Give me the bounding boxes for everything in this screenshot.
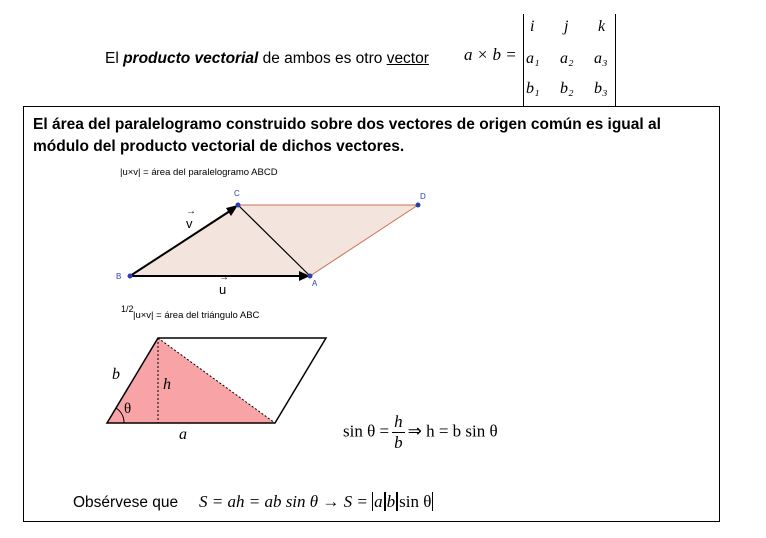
label-c: C: [234, 189, 240, 198]
cross-product-lhs: a × b =: [464, 45, 517, 64]
area-statement: El área del paralelogramo construido sobre dos vectores de origen común es igual al módulo del producto vectorial de dichos vectores.: [33, 116, 661, 155]
point-c: [236, 203, 241, 208]
vector-link[interactable]: vector: [386, 50, 429, 67]
label-base-a: a: [179, 426, 187, 443]
det-j: j: [564, 18, 569, 35]
label-theta: θ: [124, 401, 132, 417]
parallelogram-caption: |u×v| = área del paralelogramo ABCD: [120, 167, 278, 178]
abs-b: b: [386, 492, 396, 511]
det-b1: b₁: [526, 80, 540, 97]
det-a1: a₁: [526, 50, 540, 67]
label-a: A: [312, 279, 318, 288]
label-vec-v: → v: [186, 206, 196, 231]
label-d: D: [420, 192, 426, 201]
label-b: B: [116, 272, 122, 281]
label-vec-u: → u: [219, 272, 229, 297]
det-k: k: [598, 18, 606, 35]
det-i: i: [530, 18, 535, 35]
label-side-b: b: [112, 366, 120, 383]
point-b: [128, 274, 133, 279]
intro-middle: de ambos es otro: [258, 50, 387, 67]
point-d: [416, 203, 421, 208]
det-a2: a₂: [560, 50, 574, 67]
intro-prefix: El: [105, 50, 124, 67]
det-b3: b₃: [594, 80, 608, 97]
abs-a: a: [374, 492, 383, 511]
observe-label: Obsérvese que: [73, 494, 179, 511]
area-formula: S = ah = ab sin θ → S = a b sin θ: [199, 492, 432, 511]
det-b2: b₂: [560, 80, 574, 97]
abs-sin: sin θ: [399, 492, 432, 511]
intro-term: producto vectorial: [123, 50, 259, 67]
half-fraction: 1/2: [121, 304, 134, 314]
sine-formula: sin θ = $\frac{h}{b}$ ⇒ h = b sin θ: [343, 412, 498, 452]
point-a: [308, 274, 313, 279]
triangle-caption: |u×v| = área del triángulo ABC: [133, 310, 260, 321]
label-height-h: h: [163, 376, 171, 393]
det-a3: a₃: [594, 50, 608, 67]
